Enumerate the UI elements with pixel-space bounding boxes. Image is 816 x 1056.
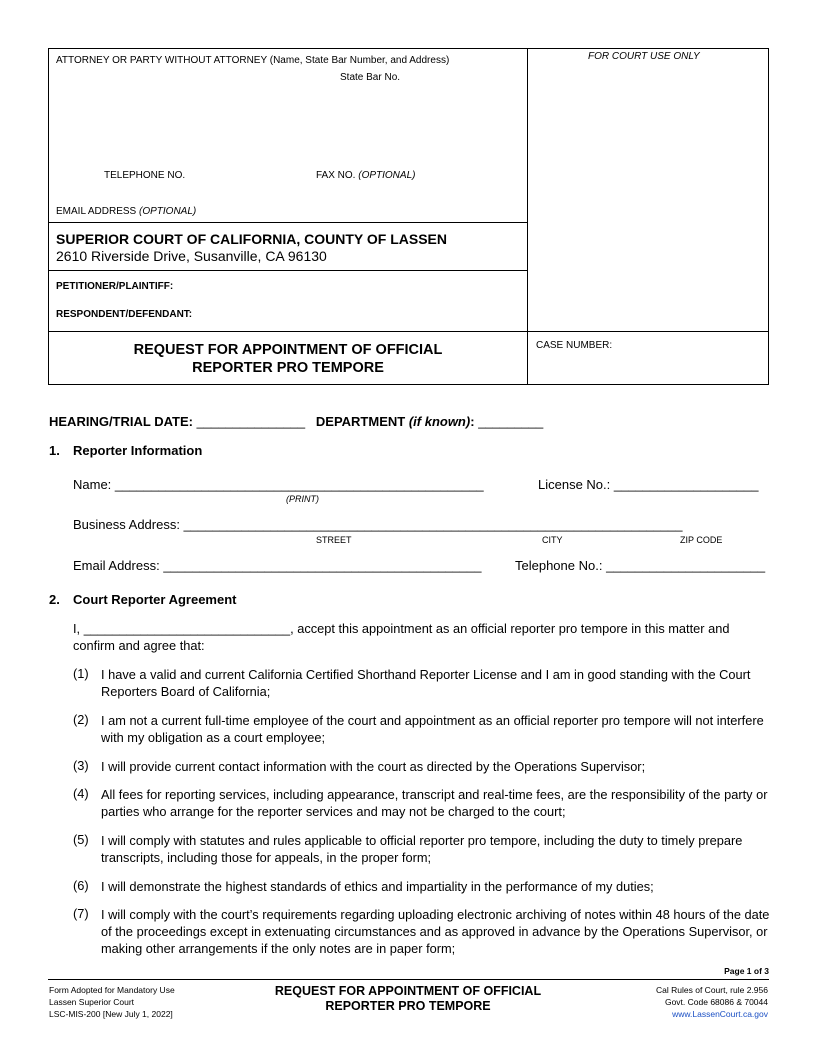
print-hint: (PRINT) [286,494,319,504]
item-3-number: (3) [73,758,89,773]
attorney-label: ATTORNEY OR PARTY WITHOUT ATTORNEY (Name, State Bar Number, and Address) [56,55,450,66]
department-blank[interactable]: _________ [478,414,544,429]
name-label: Name: [73,477,112,492]
petitioner-label: PETITIONER/PLAINTIFF: [56,281,174,292]
email-label: EMAIL ADDRESS (OPTIONAL) [56,206,197,217]
reporter-telephone-label: Telephone No.: [515,558,603,573]
item-1-text: I have a valid and current California Certified Shorthand Reporter License and I am in good standing with the Court Reporters Board of California; [101,667,751,699]
court-section-bottom [48,270,528,271]
zip-hint: ZIP CODE [680,535,723,545]
item-6-text: I will demonstrate the highest standards of ethics and impartiality in the performance of my duties; [101,879,654,894]
fax-label: FAX NO. (OPTIONAL) [316,170,416,181]
footer-title [238,984,578,1014]
telephone-label: TELEPHONE NO. [104,170,186,181]
department-hint: (if known) [408,414,471,429]
court-use-label: FOR COURT USE ONLY [588,51,700,62]
court-name: SUPERIOR COURT OF CALIFORNIA, COUNTY OF LASSEN [56,231,447,247]
item-4-number: (4) [73,786,89,801]
reporter-email-blank[interactable]: ____________________________________________ [163,558,482,573]
caption-divider [527,48,528,385]
item-2-number: (2) [73,712,89,727]
footer-title-line1: REQUEST FOR APPOINTMENT OF OFFICIAL [274,984,542,998]
item-3-text: I will provide current contact information with the court as directed by the Operations Supervisor; [101,759,646,774]
section1-number: 1. [49,443,60,458]
footer-right-line2: Govt. Code 68086 & 70044 [664,997,768,1007]
case-number-label: CASE NUMBER: [536,340,613,351]
street-hint: STREET [316,535,352,545]
attorney-section-bottom [48,222,528,223]
footer-left-line3: LSC-MIS-200 [New July 1, 2022] [49,1009,173,1019]
hearing-date-blank[interactable]: _______________ [196,414,306,429]
license-row [538,477,759,492]
city-hint: CITY [542,535,563,545]
section1-heading: Reporter Information [73,443,203,458]
business-blank[interactable]: _____________________________________________________________________ [183,517,683,532]
reporter-email-label: Email Address: [73,558,160,573]
footer-right-line1: Cal Rules of Court, rule 2.956 [656,985,768,995]
footer-left-line1: Form Adopted for Mandatory Use [49,985,175,995]
business-label: Business Address: [73,517,180,532]
business-row [73,517,682,532]
footer-left-line2: Lassen Superior Court [49,997,135,1007]
section2-heading: Court Reporter Agreement [73,592,237,607]
state-bar-label: State Bar No. [340,72,401,83]
hearing-date-label: HEARING/TRIAL DATE: [49,414,193,429]
page-number: Page 1 of 3 [724,966,769,976]
parties-section-bottom [48,331,769,332]
form-title-line1: REQUEST FOR APPOINTMENT OF OFFICIAL [133,342,443,358]
agreement-intro: I, _____________________________, accept this appointment as an official reporter pro tempore in this matter and confirm and agree that: [73,621,730,653]
footer-title-line2: REPORTER PRO TEMPORE [325,999,491,1013]
reporter-telephone-blank[interactable]: ______________________ [606,558,766,573]
court-website-link[interactable]: www.LassenCourt.ca.gov [672,1009,768,1019]
form-title [48,341,528,377]
item-5-text: I will comply with statutes and rules applicable to official reporter pro tempore, including the duty to timely prepare transcripts, including those for appeals, in the proper form; [101,833,743,865]
item-5-number: (5) [73,832,89,847]
hearing-line: HEARING/TRIAL DATE: _______________ DEPARTMENT (if known): _________ [49,414,544,429]
respondent-label: RESPONDENT/DEFENDANT: [56,309,193,320]
license-label: License No.: [538,477,611,492]
license-blank[interactable]: ____________________ [613,477,759,492]
footer-left [49,984,175,1020]
item-1-number: (1) [73,666,89,681]
footer-rule [48,979,769,980]
court-address: 2610 Riverside Drive, Susanville, CA 96130 [56,248,327,264]
item-7-text: I will comply with the court’s requirements regarding uploading electronic archiving of notes within 48 hours of the date of the proceedings except in extenuating circumstances and as approved in advance by the Operations Supervisor, or making other arrangements if the only notes are in paper form; [101,907,770,956]
agreement-name-blank[interactable]: _____________________________ [83,621,291,636]
form-title-line2: REPORTER PRO TEMPORE [192,360,384,376]
name-blank[interactable]: ___________________________________________________ [114,477,484,492]
item-7-number: (7) [73,906,89,921]
section2-number: 2. [49,592,60,607]
item-4-text: All fees for reporting services, including appearance, transcript and real-time fees, are the responsibility of the party or parties who arrange for the reporter services and may not be charged to the court; [101,787,768,819]
item-6-number: (6) [73,878,89,893]
department-label: DEPARTMENT [315,414,406,429]
name-row [73,477,484,492]
item-2-text: I am not a current full-time employee of the court and appointment as an official reporter pro tempore will not interfere with my obligation as a court employee; [101,713,764,745]
email-row [73,558,481,573]
footer-right [590,984,768,1020]
telephone-row [515,558,765,573]
